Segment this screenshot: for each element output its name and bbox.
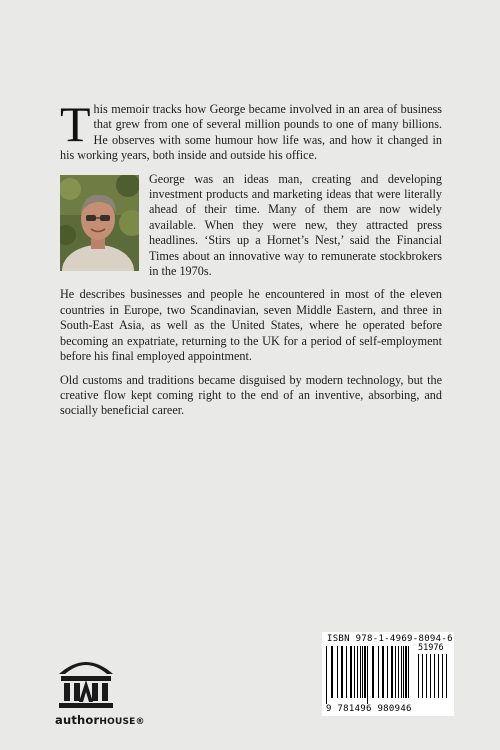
barcode-bar: [350, 646, 352, 698]
barcode-bar: [362, 646, 363, 698]
back-cover-blurb: [60, 96, 442, 427]
blurb-paragraph-1-text: his memoir tracks how George became involved in an area of business that grew from one of several million pounds to one of many billions. He observes with some humour how life was, and how it changed in his working years, both inside and outside his office.: [60, 102, 442, 163]
isbn-barcode: [322, 632, 454, 716]
barcode-bar: [357, 646, 358, 698]
barcode-bar: [391, 646, 393, 698]
barcode-bar: [372, 646, 374, 698]
price-addon-digits: 51976: [418, 643, 444, 653]
drop-cap: T: [60, 96, 91, 152]
barcode-bar: [331, 646, 333, 698]
barcode-bar: [341, 646, 343, 698]
ean-barcode-bars: [326, 646, 414, 704]
blurb-paragraph-1: [60, 96, 442, 164]
barcode-bar: [422, 654, 423, 698]
barcode-bar: [442, 654, 443, 698]
authorhouse-logo-icon: [55, 652, 117, 710]
barcode-bar: [360, 646, 361, 698]
barcode-bar: [438, 654, 439, 698]
barcode-bar: [395, 646, 396, 698]
barcode-bar: [403, 646, 404, 698]
barcode-bar: [378, 646, 379, 698]
barcode-bar: [367, 646, 368, 704]
barcode-bar: [405, 646, 407, 698]
barcode-bar: [364, 646, 366, 698]
barcode-bar: [337, 646, 338, 698]
author-photo: [60, 175, 139, 271]
barcode-bar: [326, 646, 327, 704]
ean-digits: 9 781496 980946: [326, 704, 412, 714]
addon-barcode-bars: [418, 654, 450, 704]
barcode-bar: [434, 654, 435, 698]
barcode-bar: [418, 654, 419, 698]
barcode-bar: [426, 654, 427, 698]
barcode-bar: [387, 646, 388, 698]
blurb-paragraph-4: Old customs and traditions became disguised by modern technology, but the creative flow kept coming right to the end of an inventive, absorbing, and socially beneficial career.: [60, 372, 442, 418]
barcode-bar: [446, 654, 447, 698]
barcode-bar: [354, 646, 355, 698]
barcode-bar: [401, 646, 402, 698]
barcode-bar: [346, 646, 347, 698]
barcode-bar: [398, 646, 399, 698]
blurb-paragraph-2: George was an ideas man, creating and developing investment products and marketing ideas that were literally ahead of their time. Many of them are now widely available. When they were new, they attracted press headlines. ‘Stirs up a Hornet’s Nest,’ said the Financial Times about an innovative way to remunerate stockbrokers in the 1970s.: [149, 171, 442, 279]
isbn-label: ISBN 978-1-4969-8094-6: [327, 634, 453, 644]
publisher-name: authorHOUSE®: [55, 713, 145, 727]
blurb-paragraph-3: He describes businesses and people he encountered in most of the eleven countries in Europe, two Scandinavian, seven Middle Eastern, and three in South-East Asia, as well as the United States, where he operated before becoming an expatriate, returning to the UK for a period of self-employment before his final employed appointment.: [60, 287, 442, 364]
barcode-bar: [382, 646, 384, 698]
barcode-bar: [430, 654, 431, 698]
barcode-bar: [408, 646, 409, 698]
